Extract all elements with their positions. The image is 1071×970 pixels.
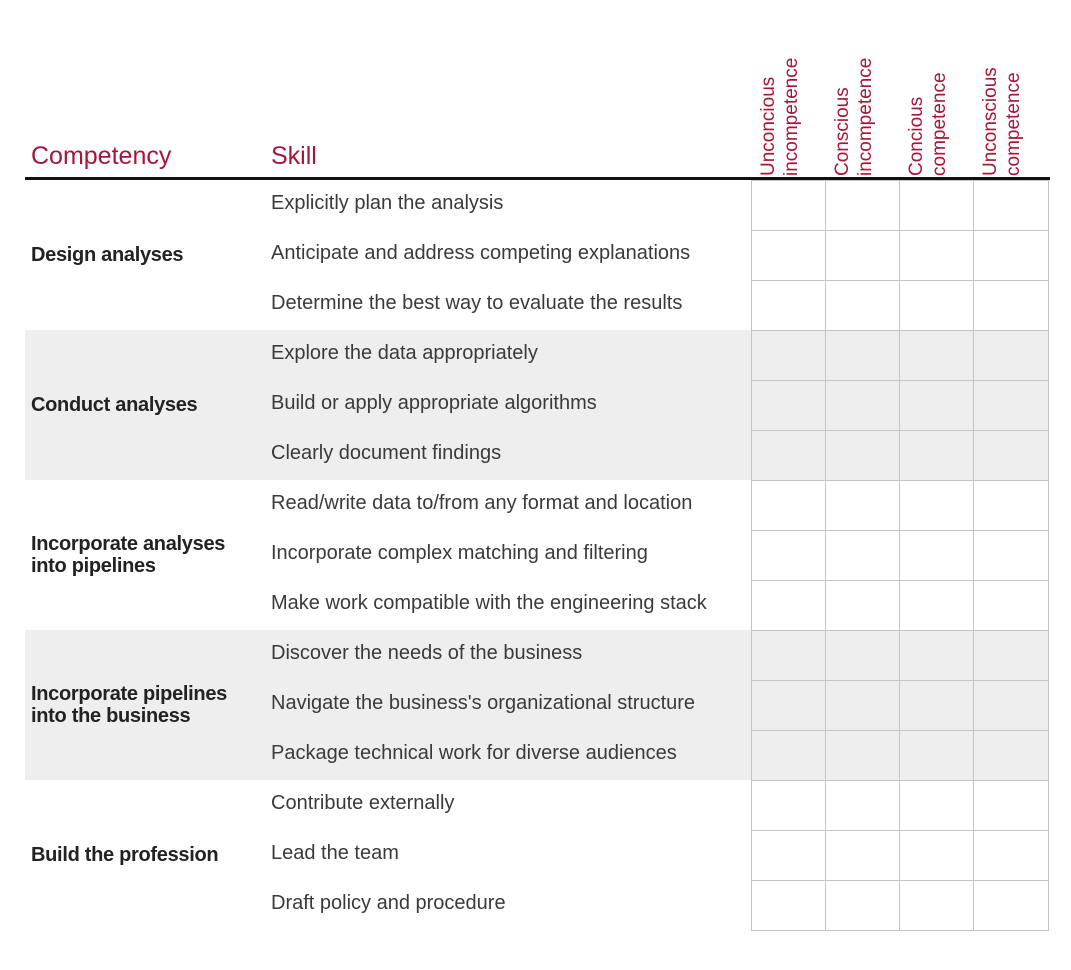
rating-cell[interactable] bbox=[973, 280, 1049, 331]
skill-label: Package technical work for diverse audiences bbox=[271, 742, 677, 764]
competency-column-header: Competency bbox=[31, 142, 172, 170]
skill-label: Make work compatible with the engineering stack bbox=[271, 592, 707, 614]
rating-cell[interactable] bbox=[751, 680, 827, 731]
rating-cell[interactable] bbox=[899, 180, 975, 231]
rating-cell[interactable] bbox=[899, 880, 975, 931]
rating-cell[interactable] bbox=[973, 830, 1049, 881]
rating-cell[interactable] bbox=[825, 580, 901, 631]
rating-cell[interactable] bbox=[825, 180, 901, 231]
rating-cell[interactable] bbox=[973, 730, 1049, 781]
rating-cell[interactable] bbox=[973, 530, 1049, 581]
skill-label: Discover the needs of the business bbox=[271, 642, 583, 664]
rating-cell[interactable] bbox=[899, 330, 975, 381]
rating-cell[interactable] bbox=[899, 680, 975, 731]
skill-label: Anticipate and address competing explanations bbox=[271, 242, 691, 264]
skill-label: Clearly document findings bbox=[271, 442, 502, 464]
rating-cell[interactable] bbox=[751, 780, 827, 831]
rating-cell[interactable] bbox=[825, 880, 901, 931]
rating-cell[interactable] bbox=[899, 530, 975, 581]
rating-cell[interactable] bbox=[899, 730, 975, 781]
skill-label: Build or apply appropriate algorithms bbox=[271, 392, 597, 414]
rating-cell[interactable] bbox=[825, 430, 901, 481]
skill-label: Contribute externally bbox=[271, 792, 455, 814]
rating-cell[interactable] bbox=[899, 480, 975, 531]
competency-group bbox=[25, 180, 1050, 330]
rating-cell[interactable] bbox=[825, 530, 901, 581]
rating-cell[interactable] bbox=[899, 230, 975, 281]
rating-cell[interactable] bbox=[973, 880, 1049, 931]
rating-cell[interactable] bbox=[751, 480, 827, 531]
skill-label: Incorporate complex matching and filtering bbox=[271, 542, 648, 564]
rating-cell[interactable] bbox=[751, 580, 827, 631]
skill-column-header: Skill bbox=[271, 142, 317, 170]
skill-label: Lead the team bbox=[271, 842, 399, 864]
rating-cell[interactable] bbox=[973, 330, 1049, 381]
rating-cell[interactable] bbox=[899, 630, 975, 681]
level-header-unconscious-incompetence: Unconcious incompetence bbox=[758, 57, 802, 176]
rating-cell[interactable] bbox=[751, 830, 827, 881]
rating-cell[interactable] bbox=[825, 680, 901, 731]
rating-cell[interactable] bbox=[751, 880, 827, 931]
rating-cell[interactable] bbox=[973, 680, 1049, 731]
rating-cell[interactable] bbox=[751, 630, 827, 681]
competency-group bbox=[25, 330, 1050, 480]
rating-cell[interactable] bbox=[899, 580, 975, 631]
rating-cell[interactable] bbox=[973, 630, 1049, 681]
competency-group bbox=[25, 480, 1050, 630]
rating-cell[interactable] bbox=[899, 430, 975, 481]
skill-label: Explicitly plan the analysis bbox=[271, 192, 504, 214]
rating-cell[interactable] bbox=[825, 280, 901, 331]
level-header-unconscious-competence: Unconscious competence bbox=[980, 67, 1024, 176]
rating-cell[interactable] bbox=[825, 380, 901, 431]
rating-cell[interactable] bbox=[751, 330, 827, 381]
rating-cell[interactable] bbox=[973, 780, 1049, 831]
rating-cell[interactable] bbox=[973, 580, 1049, 631]
rating-cell[interactable] bbox=[751, 380, 827, 431]
competency-label: Incorporate analyses into pipelines bbox=[31, 533, 226, 577]
competency-label: Incorporate pipelines into the business bbox=[31, 683, 227, 727]
competency-group bbox=[25, 780, 1050, 930]
rating-cell[interactable] bbox=[899, 780, 975, 831]
rating-cell[interactable] bbox=[973, 380, 1049, 431]
rating-cell[interactable] bbox=[825, 230, 901, 281]
competency-label: Design analyses bbox=[31, 244, 184, 266]
skill-label: Read/write data to/from any format and location bbox=[271, 492, 693, 514]
competency-group bbox=[25, 630, 1050, 780]
level-header-conscious-competence: Concious competence bbox=[906, 72, 950, 176]
rating-cell[interactable] bbox=[973, 480, 1049, 531]
rating-cell[interactable] bbox=[751, 430, 827, 481]
rating-cell[interactable] bbox=[825, 730, 901, 781]
competency-label: Build the profession bbox=[31, 844, 219, 866]
rating-cell[interactable] bbox=[899, 280, 975, 331]
rating-cell[interactable] bbox=[751, 530, 827, 581]
rating-cell[interactable] bbox=[899, 830, 975, 881]
skill-label: Determine the best way to evaluate the results bbox=[271, 292, 683, 314]
rating-cell[interactable] bbox=[899, 380, 975, 431]
table-header bbox=[0, 0, 1071, 180]
rating-cell[interactable] bbox=[825, 480, 901, 531]
rating-cell[interactable] bbox=[825, 330, 901, 381]
competency-label: Conduct analyses bbox=[31, 394, 198, 416]
rating-cell[interactable] bbox=[825, 630, 901, 681]
rating-cell[interactable] bbox=[973, 180, 1049, 231]
rating-cell[interactable] bbox=[751, 730, 827, 781]
level-header-conscious-incompetence: Conscious incompetence bbox=[832, 57, 876, 176]
skill-label: Navigate the business's organizational structure bbox=[271, 692, 696, 714]
rating-cell[interactable] bbox=[825, 830, 901, 881]
rating-cell[interactable] bbox=[751, 180, 827, 231]
skill-label: Explore the data appropriately bbox=[271, 342, 538, 364]
rating-cell[interactable] bbox=[825, 780, 901, 831]
rating-cell[interactable] bbox=[973, 430, 1049, 481]
rating-cell[interactable] bbox=[973, 230, 1049, 281]
rating-cell[interactable] bbox=[751, 230, 827, 281]
skill-label: Draft policy and procedure bbox=[271, 892, 506, 914]
rating-cell[interactable] bbox=[751, 280, 827, 331]
